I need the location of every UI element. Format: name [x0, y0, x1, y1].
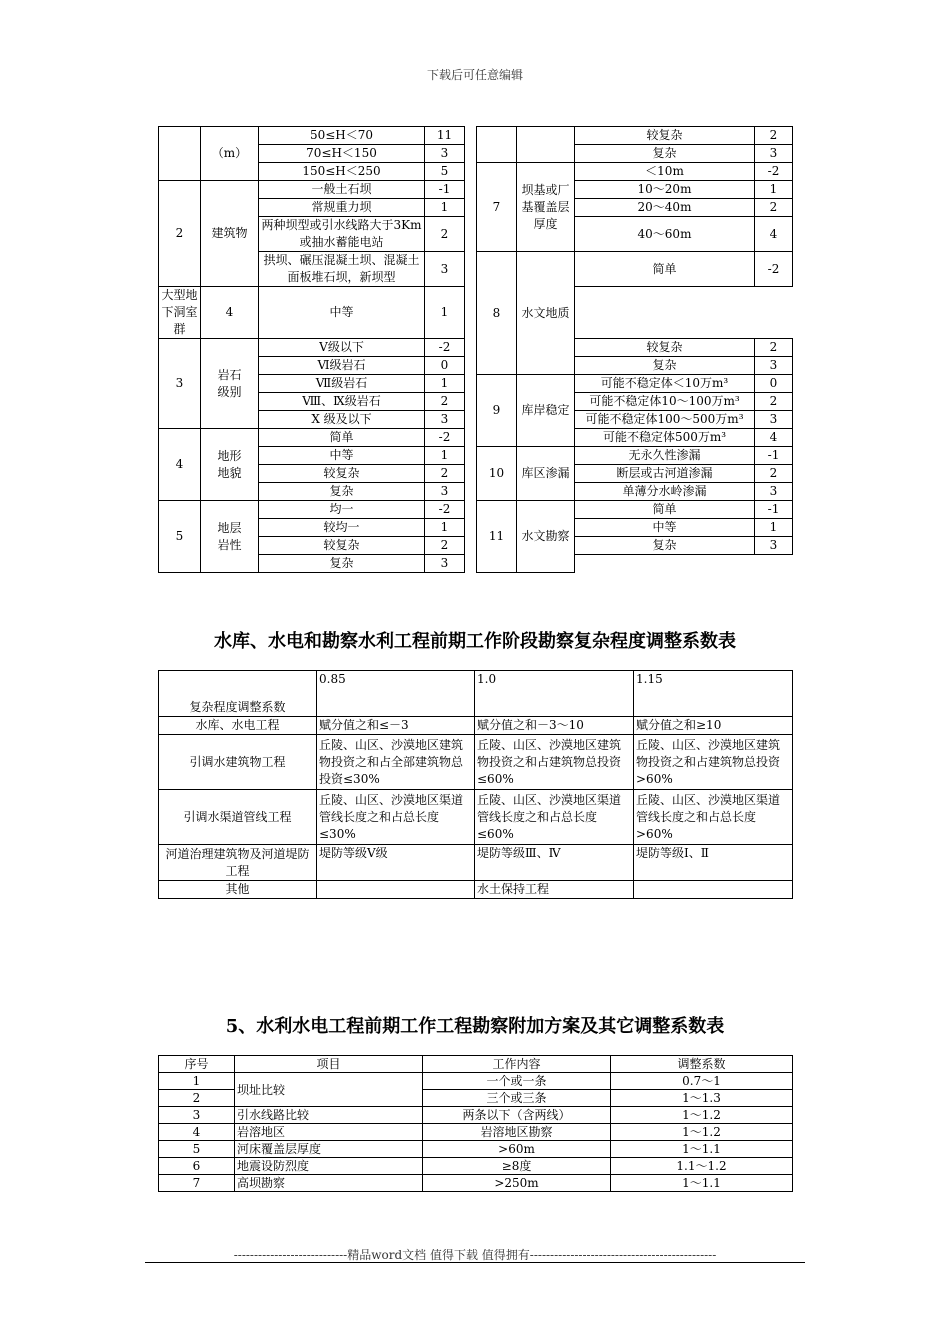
header-cell: 1.15	[634, 671, 793, 717]
factor-name-cell: 地层 岩性	[201, 501, 259, 573]
header-cell: 序号	[159, 1056, 235, 1073]
score-cell: 11	[425, 127, 465, 145]
footer-divider	[145, 1262, 805, 1263]
score-cell: -2	[425, 339, 465, 357]
factor-name-cell	[517, 127, 575, 163]
condition-cell: 40～60m	[575, 217, 755, 252]
factor-name-cell: 水文地质	[517, 252, 575, 375]
criteria-cell: 丘陵、山区、沙漠地区渠道管线长度之和占总长度>60%	[634, 790, 793, 845]
criteria-cell	[634, 881, 793, 899]
coefficient-cell: 1～1.1	[611, 1175, 793, 1192]
coefficient-cell: 1～1.2	[611, 1107, 793, 1124]
score-cell: 3	[755, 537, 793, 555]
condition-cell: Ⅵ级岩石	[259, 357, 425, 375]
score-cell: 2	[755, 127, 793, 145]
index-cell: 5	[159, 1141, 235, 1158]
condition-cell: 可能不稳定体10～100万m³	[575, 393, 755, 411]
score-cell: 3	[425, 555, 465, 573]
score-cell: -1	[755, 501, 793, 519]
factor-name-cell: 库区渗漏	[517, 447, 575, 501]
row-number-cell: 5	[159, 501, 201, 573]
additional-coefficient-table	[158, 1055, 793, 1192]
score-cell: 2	[425, 465, 465, 483]
empty-cell	[755, 555, 793, 573]
index-cell: 4	[159, 1124, 235, 1141]
survey-scoring-table	[158, 126, 793, 573]
condition-cell: Ⅴ级以下	[259, 339, 425, 357]
condition-cell: 较均一	[259, 519, 425, 537]
header-cell: 0.85	[317, 671, 475, 717]
coefficient-cell: 1.1～1.2	[611, 1158, 793, 1175]
criteria-cell: 赋分值之和－3～10	[475, 717, 634, 735]
score-cell: 2	[425, 217, 465, 252]
table-gap	[465, 127, 477, 573]
content-cell: 三个或三条	[423, 1090, 611, 1107]
score-cell: -2	[755, 252, 793, 287]
page-footer: ----------------------------精品word文档 值得下载 值得拥有----------------------------------------------	[233, 1248, 717, 1262]
condition-cell: 断层或古河道渗漏	[575, 465, 755, 483]
index-cell: 6	[159, 1158, 235, 1175]
condition-cell: 复杂	[575, 357, 755, 375]
condition-cell: 常规重力坝	[259, 199, 425, 217]
content-cell: 一个或一条	[423, 1073, 611, 1090]
score-cell: 3	[425, 483, 465, 501]
row-number-cell: 8	[477, 252, 517, 375]
criteria-cell: 丘陵、山区、沙漠地区建筑物投资之和占建筑物总投资>60%	[634, 735, 793, 790]
factor-name-cell: 库岸稳定	[517, 375, 575, 447]
condition-cell: 简单	[575, 501, 755, 519]
score-cell: 4	[755, 429, 793, 447]
criteria-cell: 丘陵、山区、沙漠地区建筑物投资之和占建筑物总投资≤60%	[475, 735, 634, 790]
condition-cell: 可能不稳定体100～500万m³	[575, 411, 755, 429]
criteria-cell: 丘陵、山区、沙漠地区渠道管线长度之和占总长度≤60%	[475, 790, 634, 845]
condition-cell: 中等	[259, 287, 425, 339]
score-cell: 1	[755, 181, 793, 199]
condition-cell: ＜10m	[575, 163, 755, 181]
header-cell: 复杂程度调整系数	[159, 671, 317, 717]
criteria-cell: 丘陵、山区、沙漠地区建筑物投资之和占全部建筑物总投资≤30%	[317, 735, 475, 790]
coefficient-cell: 1～1.3	[611, 1090, 793, 1107]
score-cell: 1	[425, 199, 465, 217]
criteria-cell: 丘陵、山区、沙漠地区渠道管线长度之和占总长度≤30%	[317, 790, 475, 845]
score-cell: -2	[425, 429, 465, 447]
condition-cell: 较复杂	[259, 465, 425, 483]
condition-cell: 较复杂	[259, 537, 425, 555]
item-cell: 地震设防烈度	[235, 1158, 423, 1175]
project-type-cell: 引调水渠道管线工程	[159, 790, 317, 845]
complexity-coefficient-table	[158, 670, 793, 899]
condition-cell: Ⅷ、Ⅸ级岩石	[259, 393, 425, 411]
score-cell: 3	[425, 145, 465, 163]
row-number-cell	[159, 127, 201, 181]
score-cell: 3	[425, 252, 465, 287]
condition-cell: 复杂	[259, 555, 425, 573]
condition-cell: 10～20m	[575, 181, 755, 199]
condition-cell: 复杂	[259, 483, 425, 501]
project-type-cell: 引调水建筑物工程	[159, 735, 317, 790]
condition-cell: 一般土石坝	[259, 181, 425, 199]
score-cell: 0	[755, 375, 793, 393]
criteria-cell: 赋分值之和≥10	[634, 717, 793, 735]
criteria-cell: 堤防等级Ⅲ、Ⅳ	[475, 845, 634, 881]
score-cell: 1	[425, 287, 465, 339]
score-cell: 2	[425, 393, 465, 411]
index-cell: 2	[159, 1090, 235, 1107]
row-number-cell: 3	[159, 339, 201, 429]
page-header: 下载后可任意编辑	[426, 68, 523, 82]
coefficient-cell: 0.7～1	[611, 1073, 793, 1090]
item-cell: 岩溶地区	[235, 1124, 423, 1141]
criteria-cell: 水土保持工程	[475, 881, 634, 899]
condition-cell: 较复杂	[575, 127, 755, 145]
factor-name-cell: 坝基或厂基覆盖层厚度	[517, 163, 575, 252]
criteria-cell: 堤防等级Ⅰ、Ⅱ	[634, 845, 793, 881]
coefficient-cell: 1～1.2	[611, 1124, 793, 1141]
condition-cell: 两种坝型或引水线路大于3Km或抽水蓄能电站	[259, 217, 425, 252]
score-cell: -2	[755, 163, 793, 181]
row-number-cell: 10	[477, 447, 517, 501]
condition-cell: 中等	[575, 519, 755, 537]
empty-cell	[575, 555, 755, 573]
score-cell: 3	[755, 411, 793, 429]
project-type-cell: 水库、水电工程	[159, 717, 317, 735]
row-number-cell: 2	[159, 181, 201, 287]
condition-cell: 无永久性渗漏	[575, 447, 755, 465]
content-cell: >60m	[423, 1141, 611, 1158]
score-cell: 3	[755, 145, 793, 163]
score-cell: 4	[201, 287, 259, 339]
item-cell: 引水线路比较	[235, 1107, 423, 1124]
condition-cell: Ⅹ 级及以下	[259, 411, 425, 429]
score-cell: 1	[755, 519, 793, 537]
item-cell: 河床覆盖层厚度	[235, 1141, 423, 1158]
factor-name-cell: 建筑物	[201, 181, 259, 287]
criteria-cell: 堤防等级Ⅴ级	[317, 845, 475, 881]
index-cell: 7	[159, 1175, 235, 1192]
score-cell: 2	[755, 465, 793, 483]
score-cell: 1	[425, 519, 465, 537]
row-number-cell: 4	[159, 429, 201, 501]
index-cell: 1	[159, 1073, 235, 1090]
condition-cell: 简单	[575, 252, 755, 287]
row-number-cell	[477, 127, 517, 163]
condition-cell: 复杂	[575, 537, 755, 555]
condition-cell: 可能不稳定体＜10万m³	[575, 375, 755, 393]
score-cell: 3	[755, 357, 793, 375]
factor-name-cell: 岩石 级别	[201, 339, 259, 429]
project-type-cell: 其他	[159, 881, 317, 899]
item-cell: 坝址比较	[235, 1073, 423, 1107]
condition-cell: 150≤H＜250	[259, 163, 425, 181]
score-cell: 1	[425, 447, 465, 465]
criteria-cell: 赋分值之和≤－3	[317, 717, 475, 735]
section-title: 5、水利水电工程前期工作工程勘察附加方案及其它调整系数表	[225, 1016, 725, 1037]
content-cell: 岩溶地区勘察	[423, 1124, 611, 1141]
row-number-cell: 9	[477, 375, 517, 447]
content-cell: 两条以下（含两线）	[423, 1107, 611, 1124]
score-cell: 2	[425, 537, 465, 555]
score-cell: 3	[425, 411, 465, 429]
condition-cell: 70≤H＜150	[259, 145, 425, 163]
condition-cell: 较复杂	[575, 339, 755, 357]
score-cell: 1	[425, 375, 465, 393]
condition-cell: 可能不稳定体500万m³	[575, 429, 755, 447]
score-cell: 2	[755, 393, 793, 411]
condition-cell: 简单	[259, 429, 425, 447]
row-number-cell: 7	[477, 163, 517, 252]
project-type-cell: 河道治理建筑物及河道堤防工程	[159, 845, 317, 881]
header-cell: 1.0	[475, 671, 634, 717]
condition-cell: 拱坝、碾压混凝土坝、混凝土面板堆石坝，新坝型	[259, 252, 425, 287]
item-cell: 高坝勘察	[235, 1175, 423, 1192]
content-cell: ≥8度	[423, 1158, 611, 1175]
score-cell: 4	[755, 217, 793, 252]
score-cell: 2	[755, 199, 793, 217]
condition-cell: 20～40m	[575, 199, 755, 217]
score-cell: 0	[425, 357, 465, 375]
factor-name-cell: （m）	[201, 127, 259, 181]
score-cell: 2	[755, 339, 793, 357]
condition-cell: 复杂	[575, 145, 755, 163]
condition-cell: 50≤H＜70	[259, 127, 425, 145]
header-cell: 调整系数	[611, 1056, 793, 1073]
row-number-cell: 11	[477, 501, 517, 573]
condition-cell: 中等	[259, 447, 425, 465]
index-cell: 3	[159, 1107, 235, 1124]
coefficient-cell: 1～1.1	[611, 1141, 793, 1158]
condition-cell: 单薄分水岭渗漏	[575, 483, 755, 501]
factor-name-cell: 地形 地貌	[201, 429, 259, 501]
score-cell: -2	[425, 501, 465, 519]
condition-cell: 均一	[259, 501, 425, 519]
criteria-cell	[317, 881, 475, 899]
content-cell: >250m	[423, 1175, 611, 1192]
score-cell: 3	[755, 483, 793, 501]
header-cell: 工作内容	[423, 1056, 611, 1073]
score-cell: 5	[425, 163, 465, 181]
factor-name-cell: 水文勘察	[517, 501, 575, 573]
header-cell: 项目	[235, 1056, 423, 1073]
score-cell: -1	[755, 447, 793, 465]
section-title: 水库、水电和勘察水利工程前期工作阶段勘察复杂程度调整系数表	[214, 631, 736, 652]
score-cell: -1	[425, 181, 465, 199]
condition-cell: 大型地下洞室群	[159, 287, 201, 339]
condition-cell: Ⅶ级岩石	[259, 375, 425, 393]
